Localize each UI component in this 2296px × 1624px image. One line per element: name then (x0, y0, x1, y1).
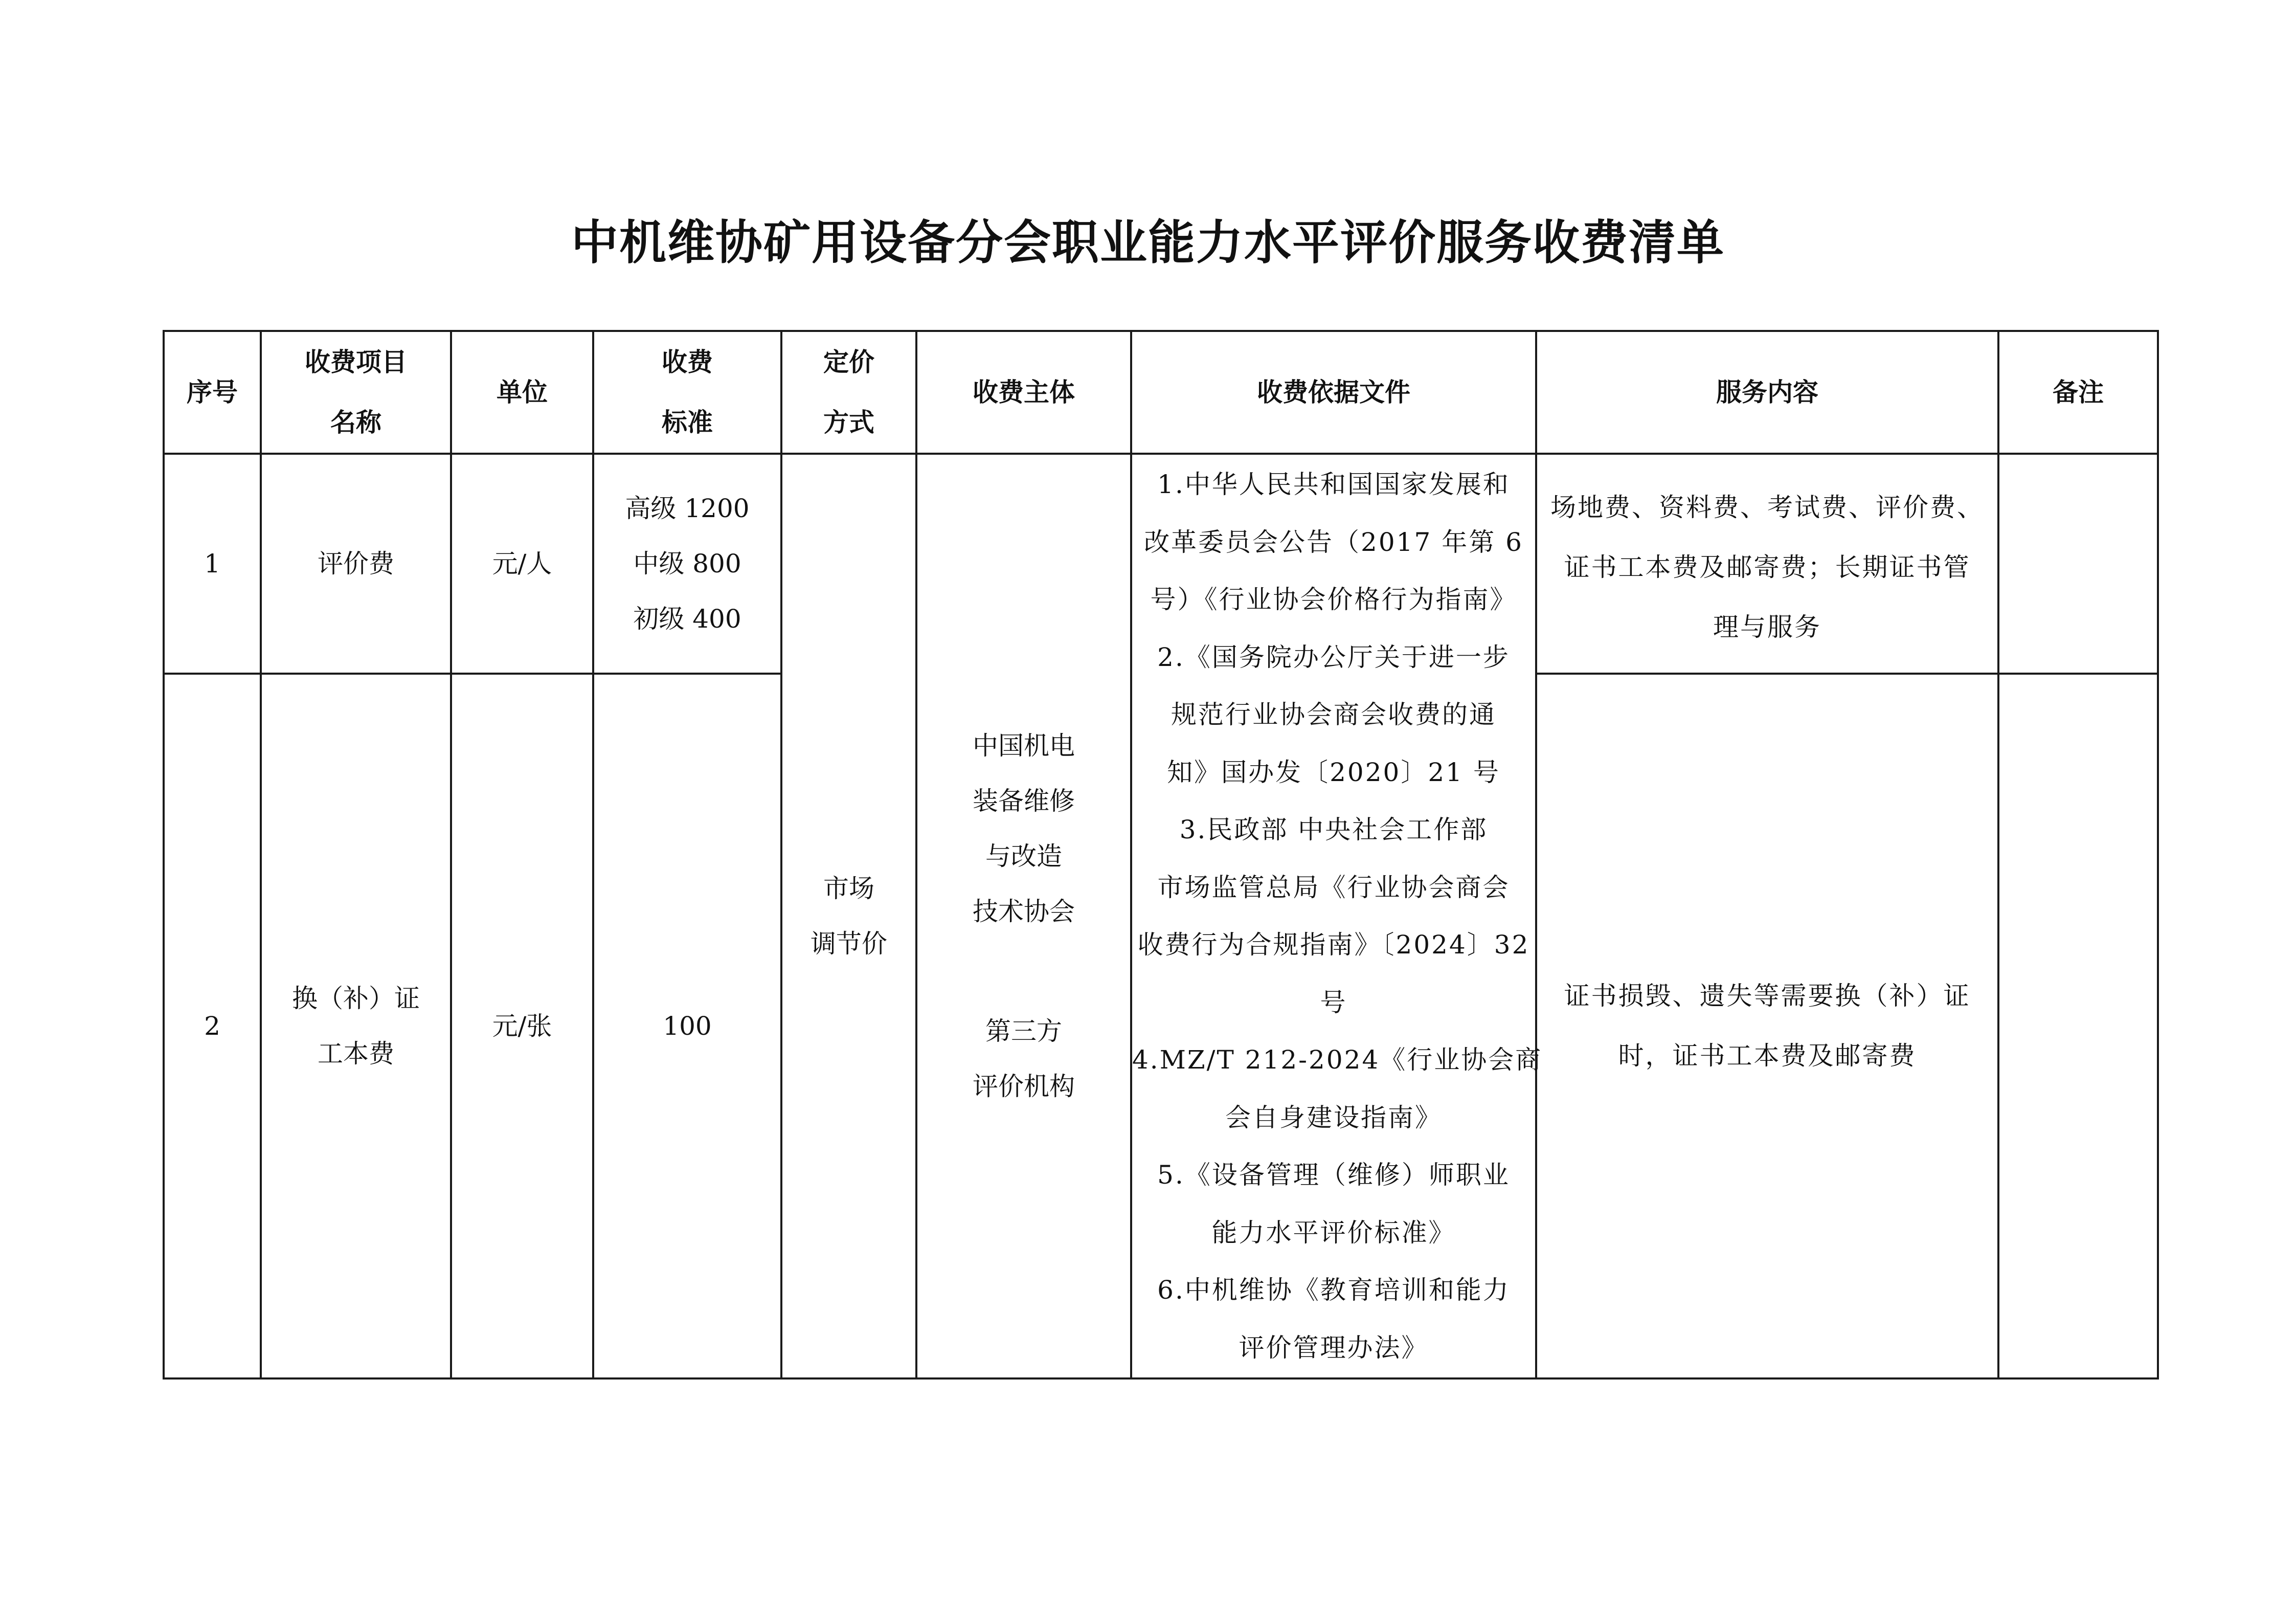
header-unit: 单位 (451, 331, 593, 454)
header-remark: 备注 (1998, 331, 2158, 454)
row-item-name: 评价费 (261, 454, 451, 674)
header-entity: 收费主体 (916, 331, 1131, 454)
table-header-row (164, 331, 2158, 454)
header-basis: 收费依据文件 (1131, 331, 1536, 454)
pricing-method-cell: 市场 调节价 (781, 454, 916, 1378)
header-seq: 序号 (164, 331, 261, 454)
row-seq: 2 (164, 674, 261, 1378)
charging-entity-cell: 中国机电 装备维修 与改造 技术协会 第三方 评价机构 (916, 454, 1131, 1378)
header-pricing: 定价 方式 (781, 331, 916, 454)
row-standard: 100 (593, 674, 781, 1378)
fee-table (163, 330, 2159, 1380)
header-service: 服务内容 (1536, 331, 1998, 454)
basis-documents-cell: 1.中华人民共和国国家发展和 改革委员会公告（2017 年第 6 号）《行业协会价格行为指南》 2.《国务院办公厅关于进一步 规范行业协会商会收费的通 知》国办发〔2020〕21 号 3.民政部 中央社会工作部 市场监管总局《行业协会商会 收费行为合规指南》〔2024〕32 号 4.MZ/T 212-2024《行业协会商 会自身建设指南》 5.《设备管理（维修）师职业 能力水平评价标准》 6.中机维协《教育培训和能力 评价管理办法》 (1131, 454, 1536, 1378)
row-service: 证书损毁、遗失等需要换（补）证 时，证书工本费及邮寄费 (1536, 674, 1998, 1378)
row-service: 场地费、资料费、考试费、评价费、 证书工本费及邮寄费；长期证书管 理与服务 (1536, 454, 1998, 674)
page-title: 中机维协矿用设备分会职业能力水平评价服务收费清单 (571, 215, 1725, 270)
row-remark (1998, 674, 2158, 1378)
row-unit: 元/人 (451, 454, 593, 674)
header-standard: 收费 标准 (593, 331, 781, 454)
row-item-name: 换（补）证 工本费 (261, 674, 451, 1378)
table-row (164, 454, 2158, 674)
header-item-name: 收费项目 名称 (261, 331, 451, 454)
row-standard: 高级 1200 中级 800 初级 400 (593, 454, 781, 674)
row-unit: 元/张 (451, 674, 593, 1378)
row-remark (1998, 454, 2158, 674)
row-seq: 1 (164, 454, 261, 674)
